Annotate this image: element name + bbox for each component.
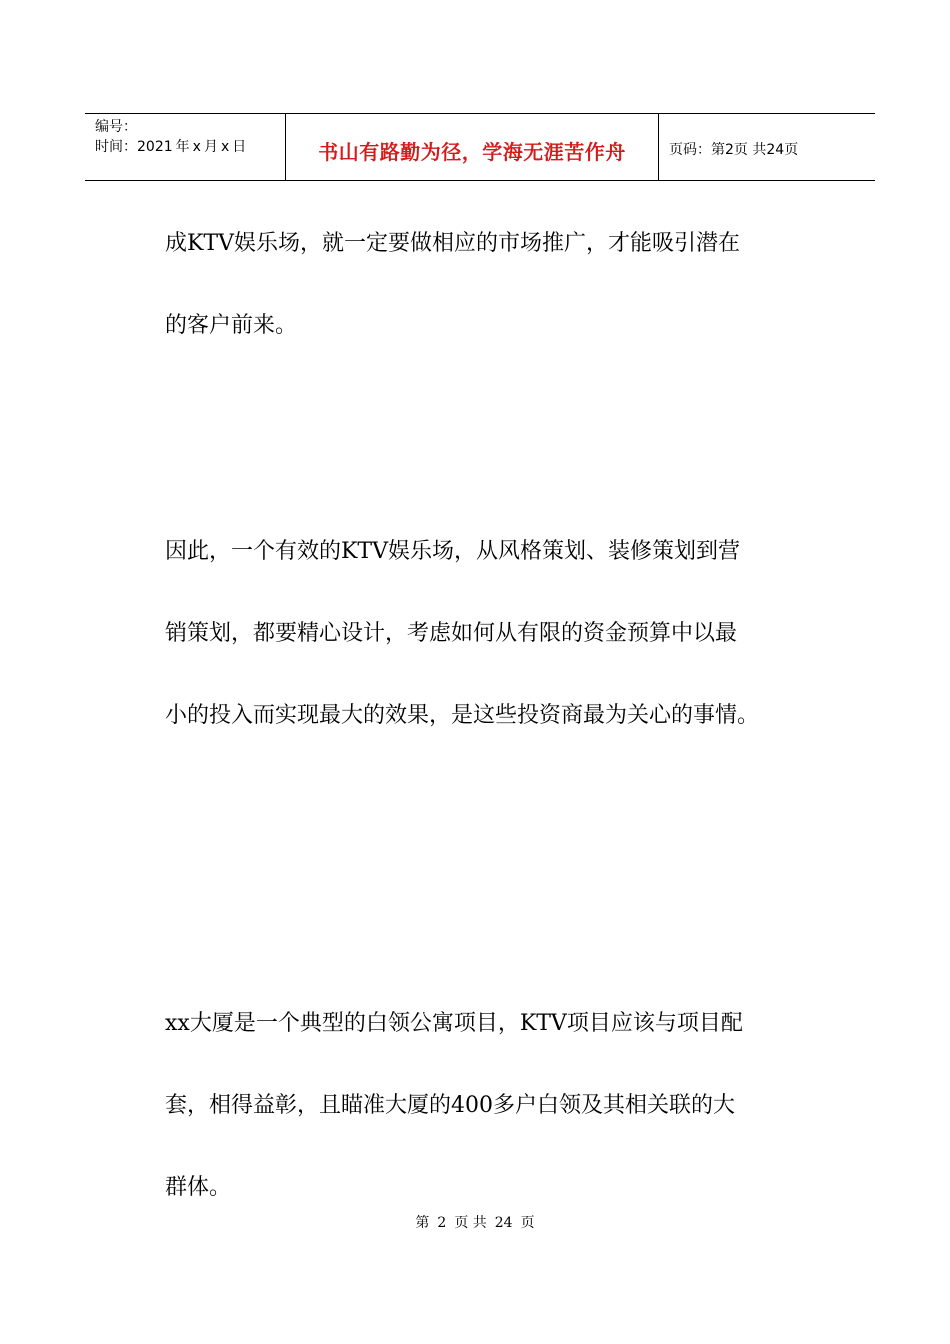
number-label: 编号：: [95, 119, 137, 135]
header-motto: 书山有路勤为径，学海无涯苦作舟: [286, 114, 659, 181]
footer-current: 2: [437, 1215, 447, 1231]
footer-suffix: 页: [520, 1215, 535, 1231]
date-line: [95, 137, 285, 157]
footer-prefix: 第: [415, 1215, 430, 1231]
paragraph-line: 成KTV娱乐场，就一定要做相应的市场推广，才能吸引潜在: [165, 231, 740, 256]
paragraph-line: xx大厦是一个典型的白领公寓项目，KTV项目应该与项目配: [165, 1011, 743, 1036]
year-unit: 年: [175, 139, 190, 155]
month-value: x: [192, 139, 201, 155]
day-value: x: [220, 139, 230, 155]
header-meta-cell: [85, 114, 286, 181]
page-current: 2: [725, 142, 734, 158]
month-unit: 月: [203, 139, 218, 155]
time-label: 时间：: [95, 139, 137, 155]
page-label: 页码：第: [669, 142, 725, 158]
paragraph-line: 群体。: [165, 1175, 232, 1200]
page-unit: 页: [733, 142, 748, 158]
page-total: 24: [766, 142, 785, 158]
day-unit: 日: [232, 139, 247, 155]
paragraph-line: 因此，一个有效的KTV娱乐场，从风格策划、装修策划到营: [165, 539, 740, 564]
paragraph-line: 套，相得益彰，且瞄准大厦的400多户白领及其相关联的大: [165, 1093, 735, 1118]
header-page-info: [659, 114, 875, 181]
paragraph-line: 的客户前来。: [165, 313, 298, 338]
paragraph-3: [165, 983, 805, 1229]
footer-mid: 页 共: [454, 1215, 487, 1231]
page-footer: [0, 1212, 950, 1232]
paragraph-1: [165, 203, 805, 367]
page-total-label: 共: [752, 142, 767, 158]
footer-total: 24: [494, 1215, 513, 1231]
page-total-unit: 页: [784, 142, 799, 158]
paragraph-line: 小的投入而实现最大的效果，是这些投资商最为关心的事情。: [165, 703, 760, 728]
year-value: 2021: [137, 139, 173, 155]
page-header: [85, 113, 875, 181]
paragraph-2: [165, 511, 805, 757]
paragraph-line: 销策划，都要精心设计，考虑如何从有限的资金预算中以最: [165, 621, 738, 646]
